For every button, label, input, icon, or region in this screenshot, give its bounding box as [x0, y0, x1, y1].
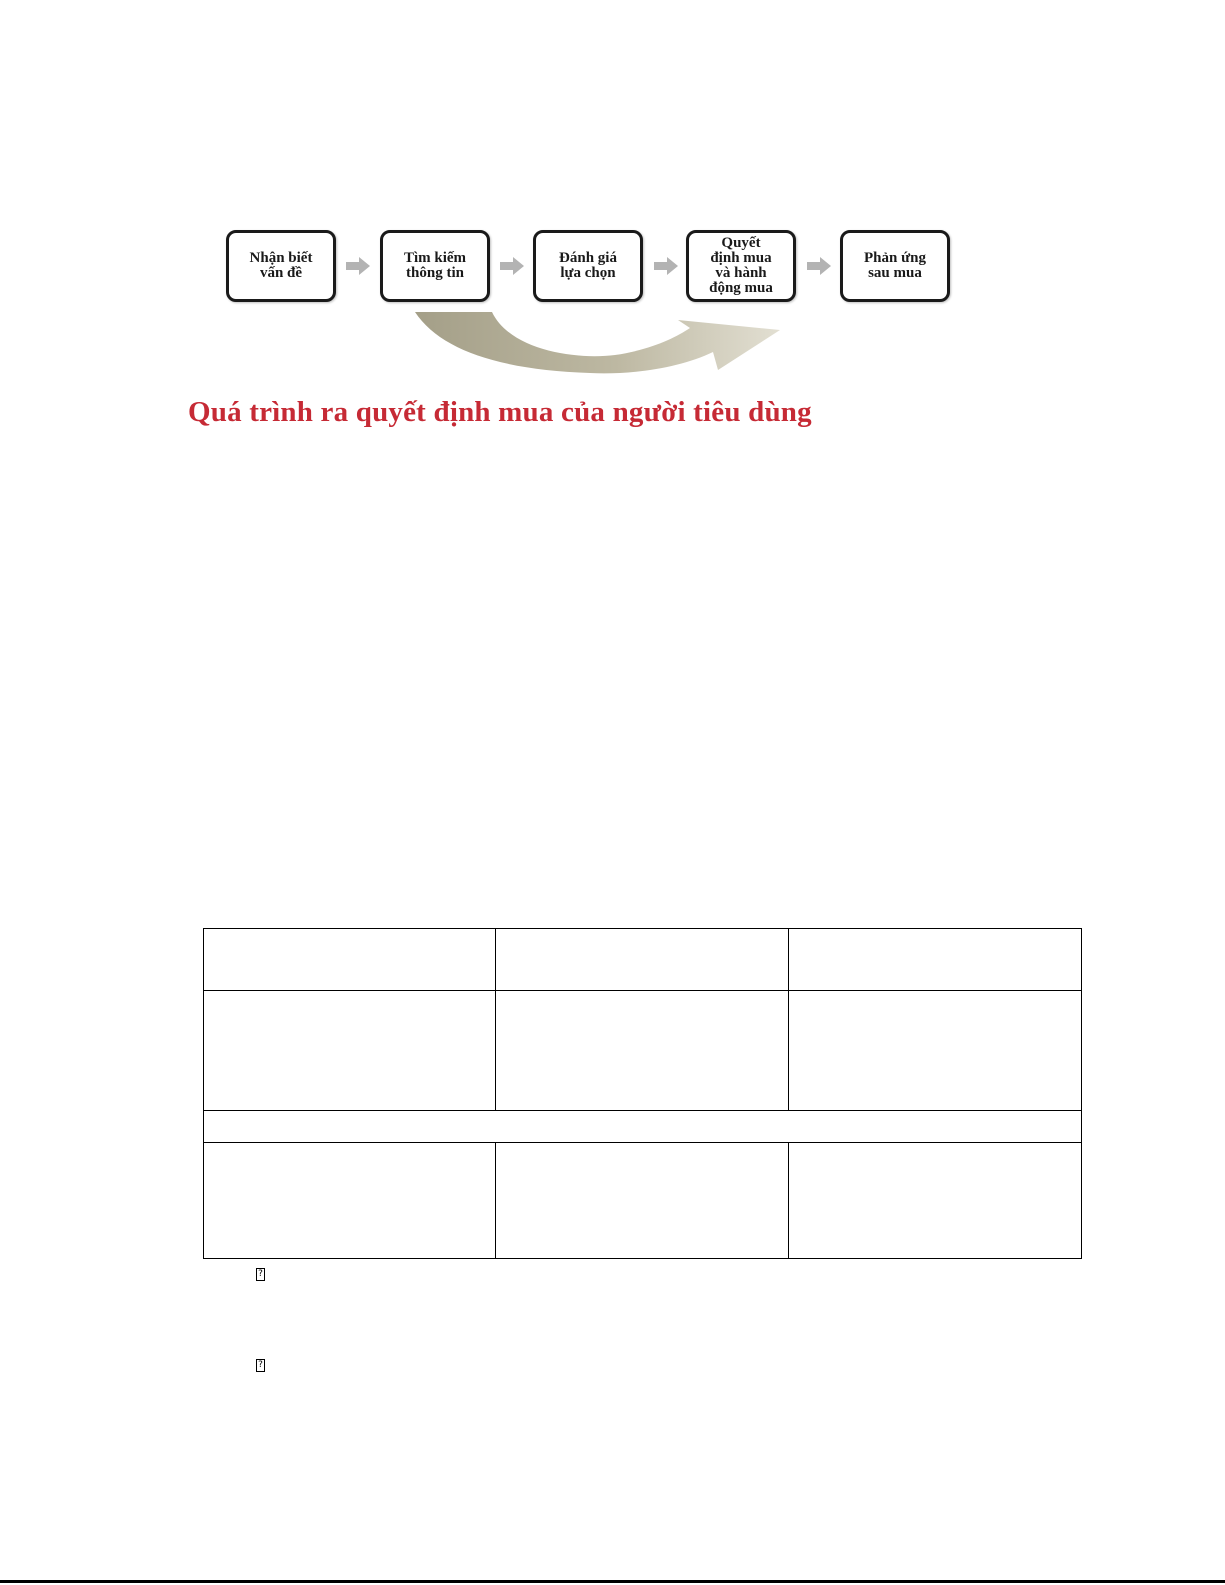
- step-arrow-icon: [500, 257, 524, 275]
- step-information-search: Tìm kiếm thông tin: [380, 230, 490, 302]
- table-cell: [496, 1143, 789, 1259]
- page-bottom-rule: [0, 1580, 1225, 1583]
- document-table: [203, 928, 1082, 1259]
- table-cell: [496, 991, 789, 1111]
- curved-arrow-icon: [400, 300, 800, 375]
- step-arrow-icon: [346, 257, 370, 275]
- table-cell: [789, 929, 1082, 991]
- table-cell: [789, 991, 1082, 1111]
- missing-glyph-icon: ?: [256, 1268, 265, 1281]
- step-arrow-icon: [807, 257, 831, 275]
- step-evaluation: Đánh giá lựa chọn: [533, 230, 643, 302]
- step-purchase-decision: Quyết định mua và hành động mua: [686, 230, 796, 302]
- table-cell-merged: [204, 1111, 1082, 1143]
- table-row: [204, 991, 1082, 1111]
- table-cell: [496, 929, 789, 991]
- table-cell: [204, 991, 496, 1111]
- figure-caption: Quá trình ra quyết định mua của người tiêu dùng: [188, 396, 812, 428]
- step-post-purchase: Phản ứng sau mua: [840, 230, 950, 302]
- missing-glyph-icon: ?: [256, 1359, 265, 1372]
- table-cell: [789, 1143, 1082, 1259]
- table-cell: [204, 929, 496, 991]
- table-cell: [204, 1143, 496, 1259]
- table-row: [204, 1143, 1082, 1259]
- table-row: [204, 1111, 1082, 1143]
- step-arrow-icon: [654, 257, 678, 275]
- purchase-process-diagram: [0, 0, 1225, 460]
- table-row: [204, 929, 1082, 991]
- step-problem-recognition: Nhận biết vấn đề: [226, 230, 336, 302]
